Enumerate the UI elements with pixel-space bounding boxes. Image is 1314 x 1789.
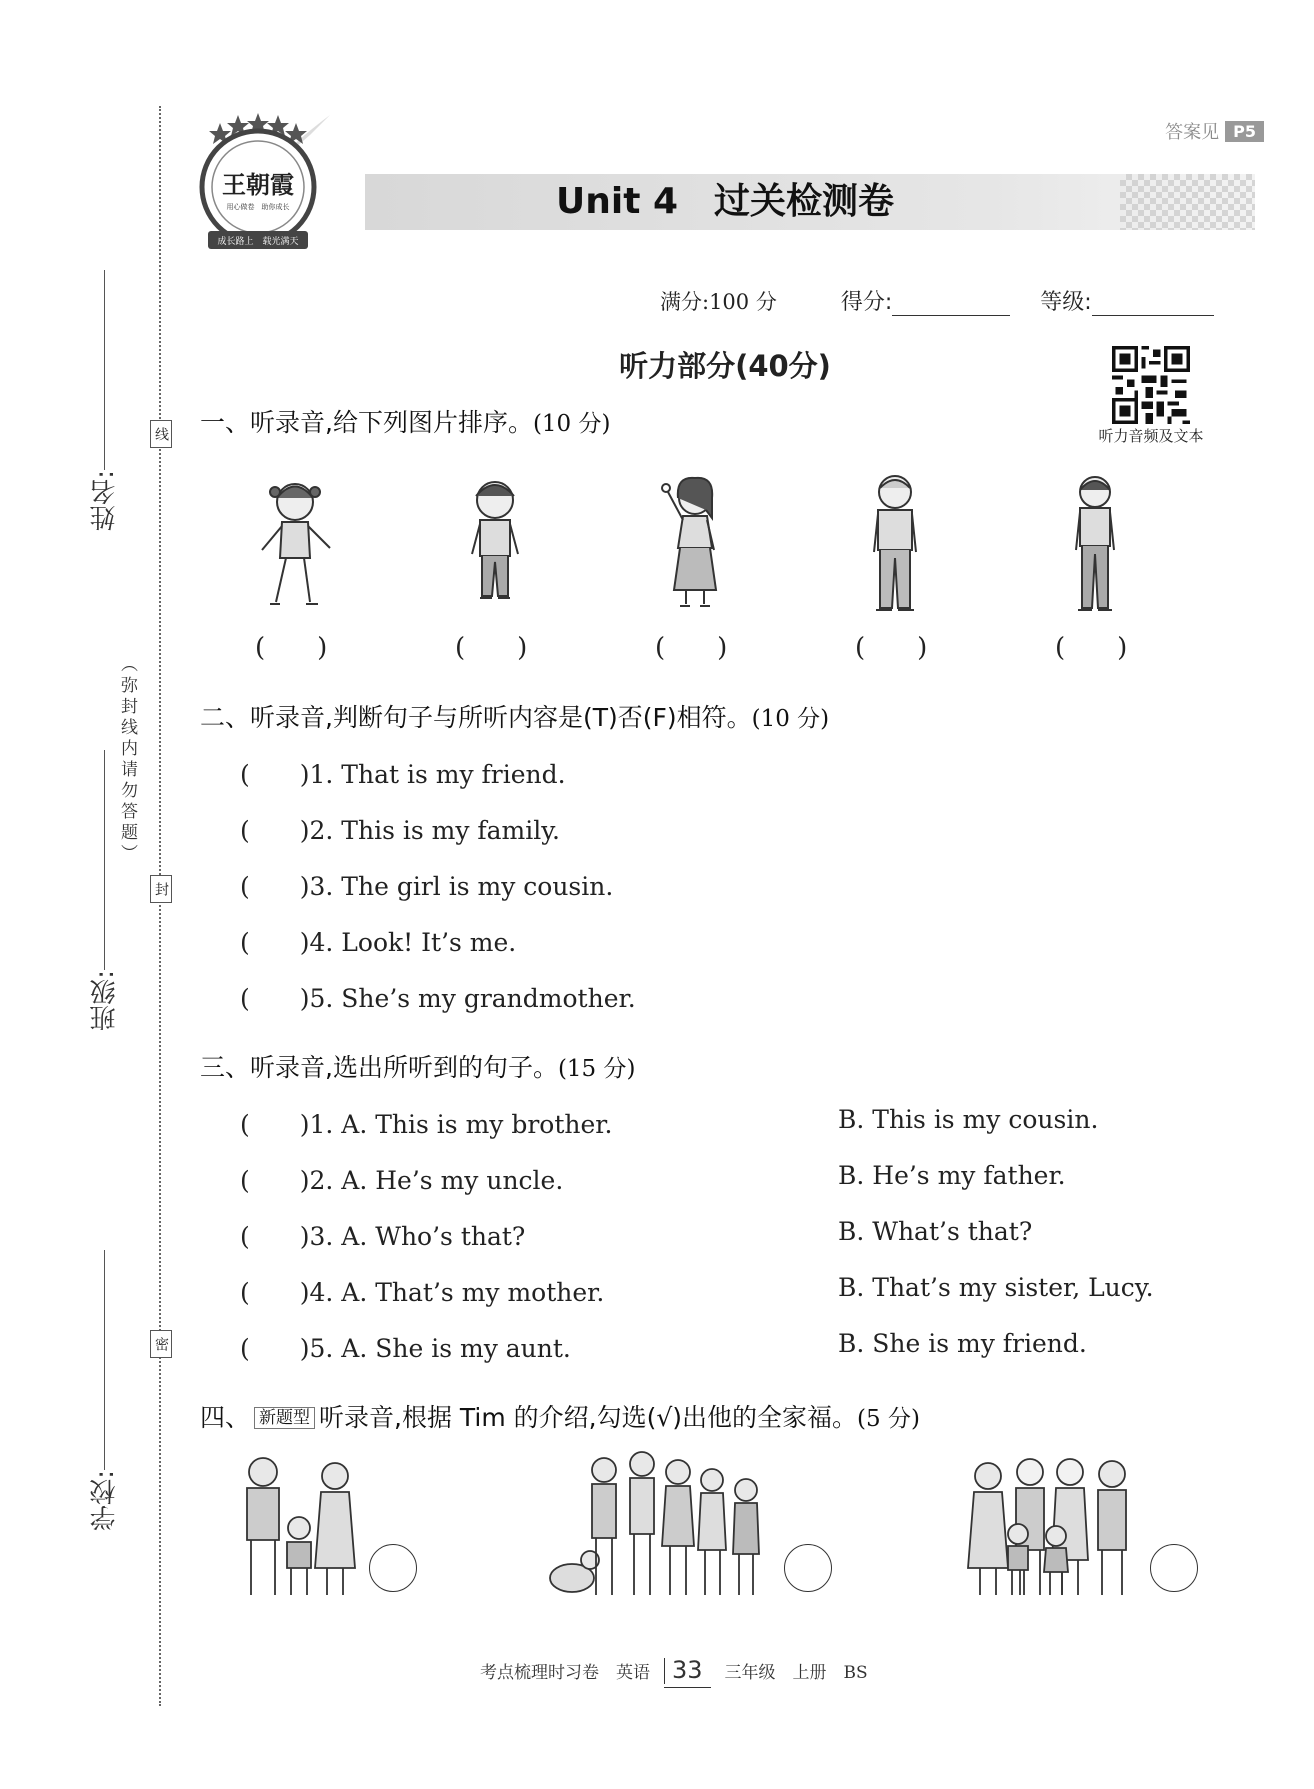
page-title: Unit 4 过关检测卷 <box>556 181 894 222</box>
order-bracket-1[interactable]: ( ) <box>255 633 328 663</box>
tf-item-1[interactable]: ( )1. That is my friend. <box>240 760 566 789</box>
order-bracket-4[interactable]: ( ) <box>855 633 928 663</box>
seal-char-secret: 密 <box>150 1330 172 1358</box>
choice-item-5-a[interactable]: ( )5. A. She is my aunt. <box>240 1334 571 1363</box>
name-label: 姓名: <box>89 470 120 531</box>
family-photo-a <box>235 1450 365 1605</box>
choice-item-4-a[interactable]: ( )4. A. That’s my mother. <box>240 1278 605 1307</box>
school-line[interactable] <box>104 1250 105 1470</box>
logo-slogan: 成长路上 载光满天 <box>217 237 299 247</box>
section4-title-text: 听录音,根据 Tim 的介绍,勾选(√)出他的全家福。 <box>319 1403 858 1432</box>
qr-code-icon[interactable] <box>1112 346 1190 424</box>
tf-item-4[interactable]: ( )4. Look! It’s me. <box>240 928 517 957</box>
class-label: 班级: <box>89 970 120 1031</box>
tf-item-3[interactable]: ( )3. The girl is my cousin. <box>240 872 614 901</box>
tf-item-5[interactable]: ( )5. She’s my grandmother. <box>240 984 636 1013</box>
choice-item-3-a[interactable]: ( )3. A. Who’s that? <box>240 1222 526 1251</box>
section1-points: (10 分) <box>532 411 611 437</box>
section2-title-text: 二、听录音,判断句子与所听内容是(T)否(F)相符。 <box>200 703 752 732</box>
section1-title-text: 一、听录音,给下列图片排序。 <box>200 408 533 437</box>
family-c-checkbox[interactable] <box>1150 1544 1198 1592</box>
grade-label: 等级: <box>1040 290 1092 315</box>
page-number: 33 <box>672 1656 703 1684</box>
logo-name: 王朝霞 <box>222 170 294 199</box>
girl-figure <box>240 470 350 620</box>
class-line[interactable] <box>104 750 105 970</box>
grade-blank[interactable] <box>1092 291 1214 316</box>
seal-char-line: 线 <box>150 420 172 448</box>
family-photo-c <box>960 1450 1150 1605</box>
qr-caption: 听力音频及文本 <box>1098 427 1204 445</box>
order-bracket-3[interactable]: ( ) <box>655 633 728 663</box>
woman-figure <box>640 470 750 620</box>
brand-logo <box>180 105 330 255</box>
tf-item-2[interactable]: ( )2. This is my family. <box>240 816 561 845</box>
choice-item-3-b: B. What’s that? <box>838 1217 1033 1246</box>
new-type-badge: 新题型 <box>254 1407 315 1429</box>
answer-ref-text: 答案见 <box>1165 122 1220 143</box>
binding-dotted-line <box>159 106 161 1706</box>
boy-figure <box>440 470 550 620</box>
footer-grade: 三年级 上册 BS <box>724 1662 868 1683</box>
section2-title <box>200 698 829 734</box>
order-bracket-2[interactable]: ( ) <box>455 633 528 663</box>
seal-char-seal: 封 <box>150 875 172 903</box>
binding-note: （弥封线内请勿答题） <box>117 655 137 865</box>
full-score-label: 满分:100 分 <box>660 290 777 314</box>
logo-sub: 用心做卷 助你成长 <box>226 203 290 211</box>
answer-reference <box>1165 118 1264 144</box>
section4-points: (5 分) <box>857 1406 920 1432</box>
choice-item-5-b: B. She is my friend. <box>838 1329 1087 1358</box>
answer-ref-page: P5 <box>1225 121 1264 142</box>
family-photo-b <box>540 1450 780 1605</box>
section3-points: (15 分) <box>557 1056 636 1082</box>
choice-item-2-b: B. He’s my father. <box>838 1161 1066 1190</box>
section3-title <box>200 1048 635 1084</box>
section4-prefix: 四、 <box>200 1403 251 1432</box>
name-field <box>84 270 124 531</box>
score-blank[interactable] <box>892 291 1010 316</box>
choice-item-2-a[interactable]: ( )2. A. He’s my uncle. <box>240 1166 564 1195</box>
banner-checker-pattern <box>1120 174 1255 230</box>
section1-title <box>200 403 610 439</box>
name-line[interactable] <box>104 270 105 470</box>
page-footer <box>480 1656 940 1684</box>
choice-item-1-a[interactable]: ( )1. A. This is my brother. <box>240 1110 613 1139</box>
family-a-checkbox[interactable] <box>369 1544 417 1592</box>
footer-book: 考点梳理时习卷 英语 <box>480 1662 650 1683</box>
school-field <box>84 1250 124 1531</box>
man-figure <box>1040 470 1150 620</box>
choice-item-4-b: B. That’s my sister, Lucy. <box>838 1273 1154 1302</box>
order-bracket-5[interactable]: ( ) <box>1055 633 1128 663</box>
score-row <box>660 285 1260 316</box>
choice-item-1-b: B. This is my cousin. <box>838 1105 1099 1134</box>
family-b-checkbox[interactable] <box>784 1544 832 1592</box>
listening-part-title: 听力部分(40分) <box>619 349 831 383</box>
section4-title <box>200 1398 920 1434</box>
section3-title-text: 三、听录音,选出所听到的句子。 <box>200 1053 558 1082</box>
score-label: 得分: <box>840 290 893 315</box>
section2-points: (10 分) <box>751 706 830 732</box>
grandpa-figure <box>840 470 950 620</box>
school-label: 学校: <box>89 1470 120 1531</box>
